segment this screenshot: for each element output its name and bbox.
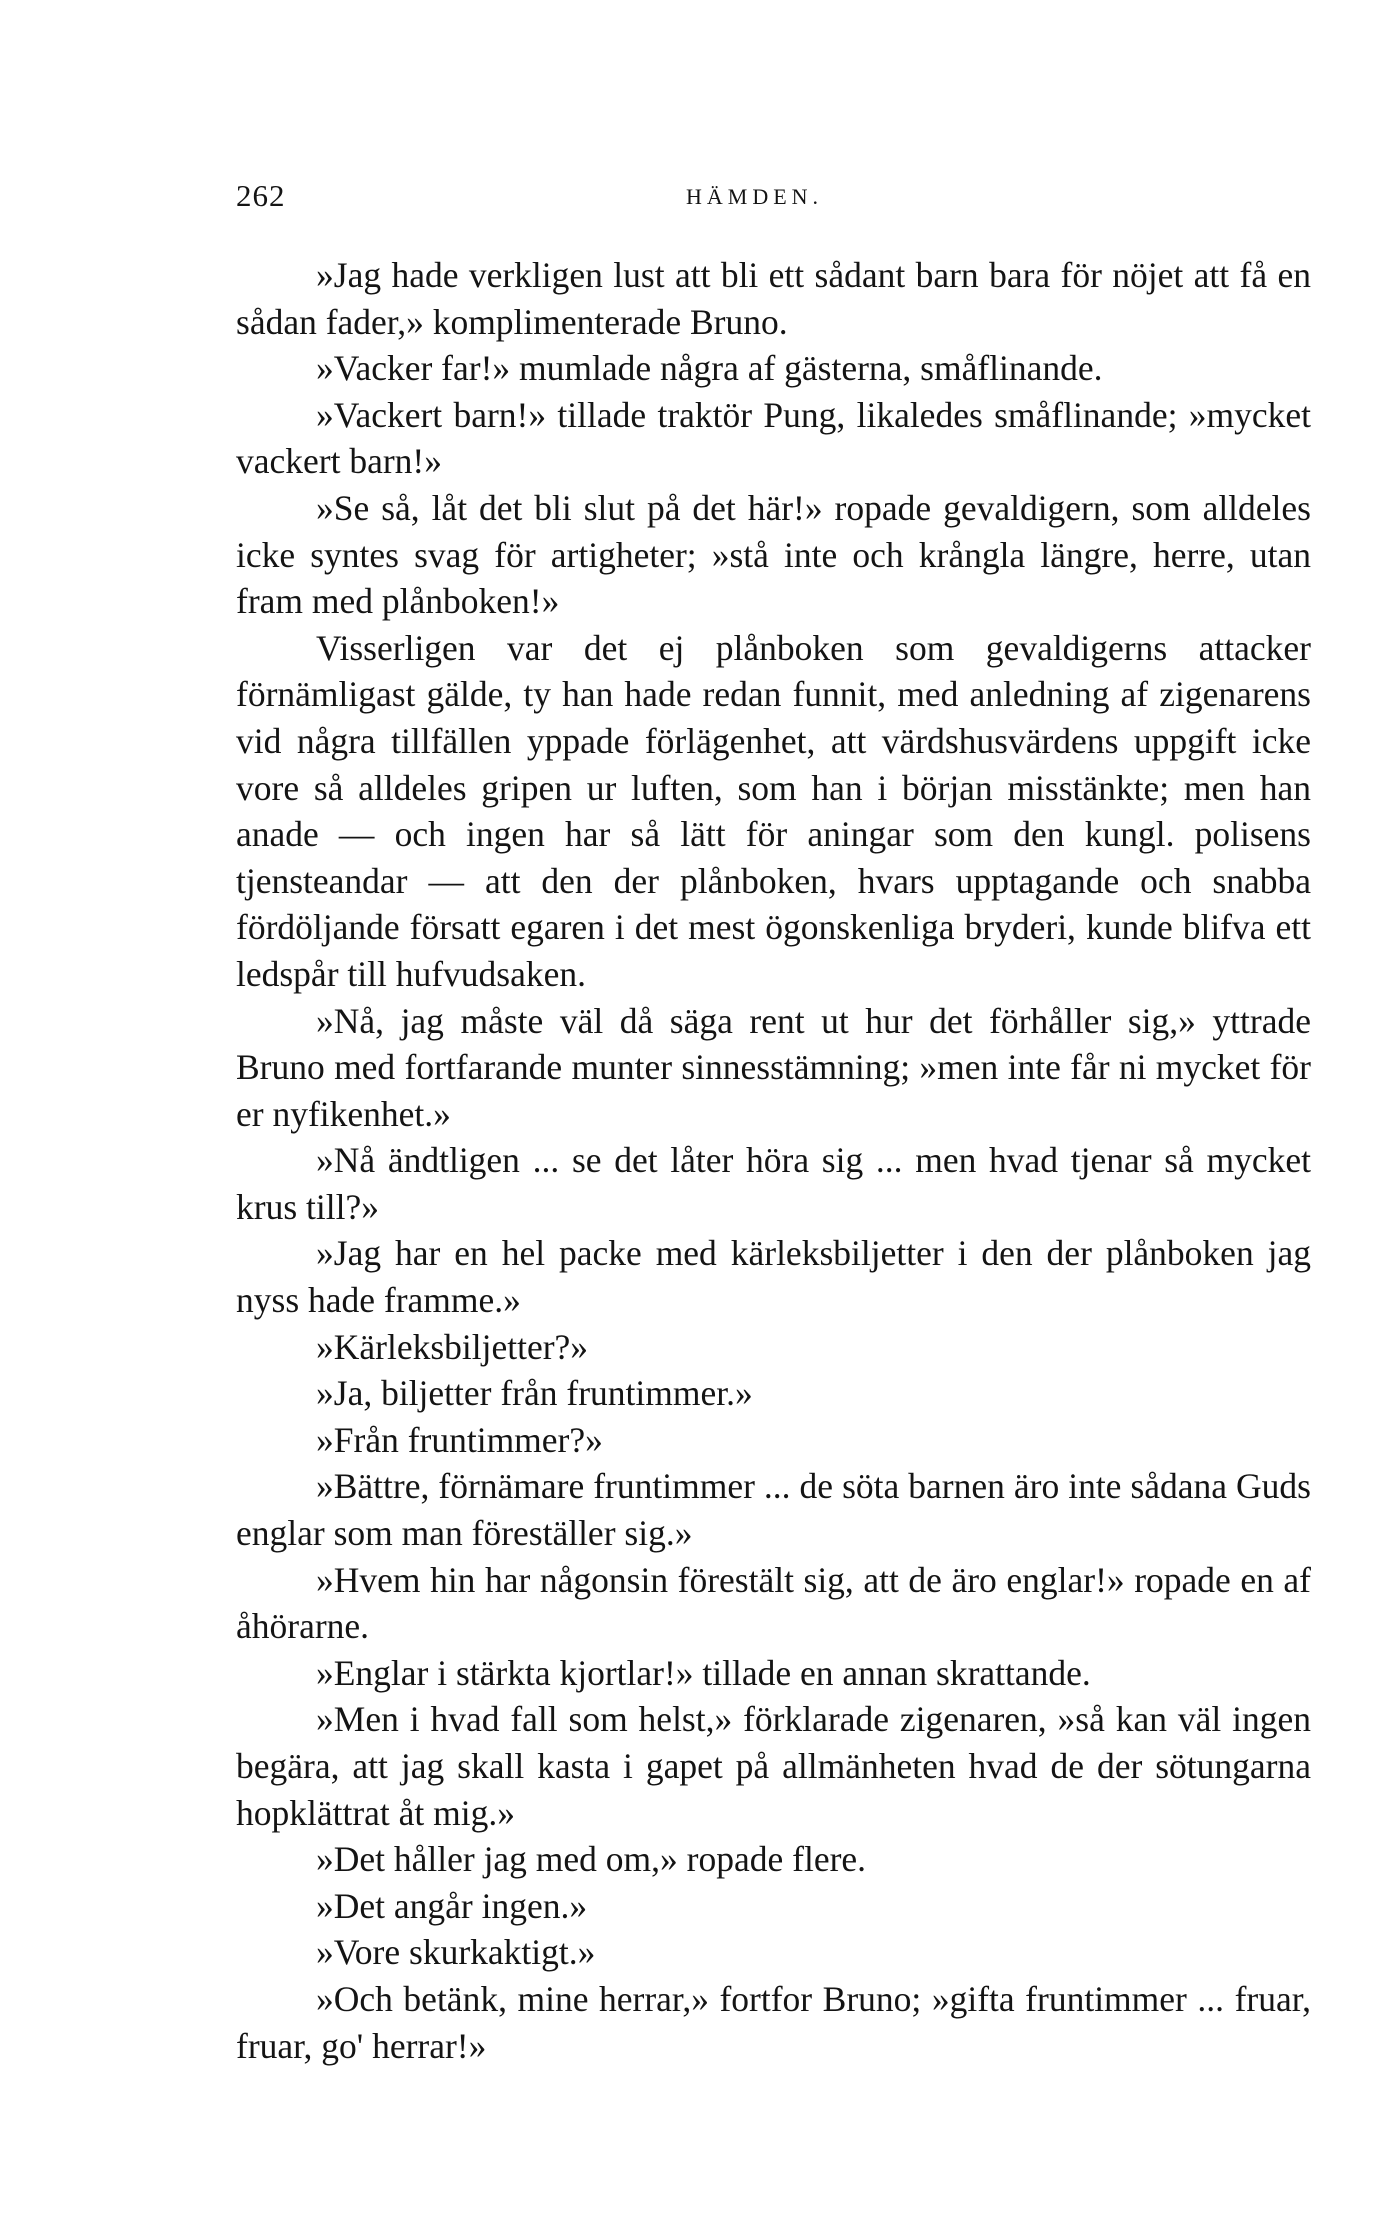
paragraph: »Det angår ingen.» [316, 1885, 588, 1926]
page-header [236, 178, 1311, 218]
paragraph: »Englar i stärkta kjortlar!» tillade en annan skrattande. [316, 1652, 1091, 1693]
paragraph: »Från fruntimmer?» [316, 1419, 603, 1460]
paragraph: »Jag hade verkligen lust att bli ett sådant barn bara för nöjet att få en sådan fader,» komplimenterade Bruno. [236, 255, 1311, 342]
paragraph: »Och betänk, mine herrar,» fortfor Bruno; »gifta fruntimmer ... fruar, fruar, go' herrar!» [236, 1978, 1311, 2066]
paragraph: »Vacker far!» mumlade några af gästerna, småflinande. [316, 348, 1103, 389]
paragraph: »Hvem hin har någonsin förestält sig, att de äro englar!» ropade en af åhörarne. [236, 1559, 1311, 1647]
running-head: HÄMDEN. [686, 184, 824, 209]
paragraph: »Vore skurkaktigt.» [316, 1932, 596, 1973]
paragraph: »Bättre, förnämare fruntimmer ... de söta barnen äro inte sådana Guds englar som man föreställer sig.» [236, 1466, 1311, 1554]
paragraph: »Ja, biljetter från fruntimmer.» [316, 1373, 753, 1414]
paragraph: »Se så, låt det bli slut på det här!» ropade gevaldigern, som alldeles icke syntes svag för artigheter; »stå inte och krångla längre, herre, utan fram med plånboken!» [236, 487, 1311, 622]
paragraph: »Men i hvad fall som helst,» förklarade zigenaren, »så kan väl ingen begära, att jag skall kasta i gapet på allmänheten hvad de der sötungarna hopklättrat åt mig.» [236, 1699, 1311, 1833]
paragraph: »Kärleksbiljetter?» [316, 1326, 589, 1367]
page-number: 262 [236, 178, 286, 213]
body-text [236, 252, 1311, 2069]
paragraph: »Nå ändtligen ... se det låter höra sig ... men hvad tjenar så mycket krus till?» [236, 1140, 1311, 1227]
paragraph: »Nå, jag måste väl då säga rent ut hur det förhåller sig,» yttrade Bruno med fortfarande munter sinnesstämning; »men inte får ni mycket för er nyfikenhet.» [236, 1000, 1311, 1134]
paragraph: »Vackert barn!» tillade traktör Pung, likaledes småflinande; »mycket vackert barn!» [236, 394, 1311, 482]
paragraph: »Jag har en hel packe med kärleksbiljetter i den der plånboken jag nyss hade framme.» [236, 1233, 1311, 1321]
paragraph: »Det håller jag med om,» ropade flere. [316, 1839, 867, 1880]
paragraph: Visserligen var det ej plånboken som gevaldigerns attacker förnämligast gälde, ty han hade redan funnit, med anledning af zigenarens vid några tillfällen yppade förlägenhet, att värdshusvärdens uppgift icke vore så alldeles gripen ur luften, som han i början misstänkte; men han anade — och ingen har så lätt för aningar som den kungl. polisens tjensteandar — att den der plånboken, hvars upptagande och snabba fördöljande försatt egaren i det mest ögonskenliga bryderi, kunde blifva ett ledspår till hufvudsaken. [236, 627, 1311, 994]
